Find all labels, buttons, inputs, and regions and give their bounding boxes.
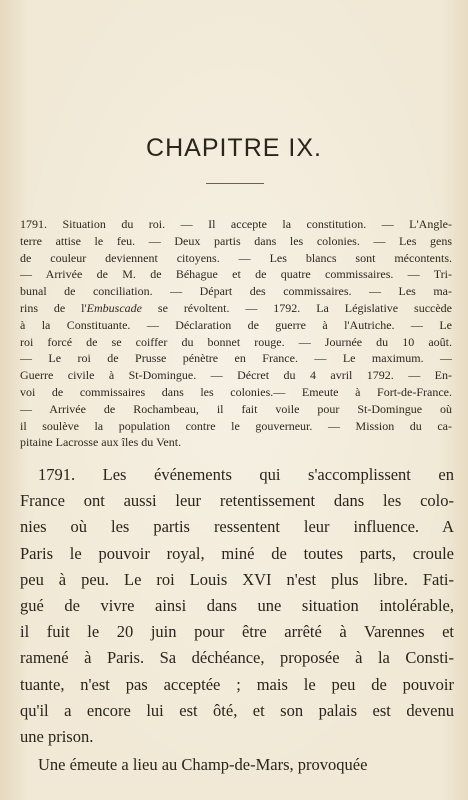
body-line: peu à peu. Le roi Louis XVI n'est plus libre. Fati- [20,569,454,589]
title-divider [206,183,264,184]
summary-line: Guerre civile à St-Domingue. — Décret du 4 avril 1792. — En- [20,368,452,383]
summary-line: — Arrivée de M. de Béhague et de quatre commissaires. — Tri- [20,267,452,282]
body-line: Une émeute a lieu au Champ-de-Mars, provoquée [38,755,368,775]
body-line: Paris le pouvoir royal, miné de toutes parts, croule [20,543,454,563]
summary-line: pitaine Lacrosse aux îles du Vent. [20,435,182,450]
body-line: gué de vivre ainsi dans une situation intolérable, [20,596,454,616]
body-line: tuante, n'est pas acceptée ; mais le peu de pouvoir [20,674,454,694]
summary-line: à la Constituante. — Déclaration de guerre à l'Autriche. — Le [20,317,452,332]
summary-line: 1791. Situation du roi. — Il accepte la constitution. — L'Angle- [20,217,452,231]
summary-line: terre attise le feu. — Deux partis dans les colonies. — Les gens [20,233,452,248]
ship-name: Embuscade [86,300,142,315]
chapter-title: CHAPITRE IX. [146,134,322,162]
summary-line: voi de commissaires dans les colonies.— Emeute à Fort-de-France. [20,384,452,399]
body-line: une prison. [20,727,94,747]
summary-line: roi forcé de se coiffer du bonnet rouge. — Journée du 10 août. [20,334,452,349]
body-line: il fuit le 20 juin pour être arrêté à Varennes et [20,622,454,642]
summary-line: bunal de conciliation. — Départ des commissaires. — Les ma- [20,284,452,299]
summary-line: — Arrivée de Rochambeau, il fait voile pour St-Domingue où [20,401,452,416]
chapter-body [20,462,454,778]
summary-line: de couleur deviennent citoyens. — Les blancs sont mécontents. [20,250,452,265]
chapter-summary [20,216,452,451]
body-line: 1791. Les événements qui s'accomplissent en [38,465,454,484]
body-line: France ont aussi leur retentissement dans les colo- [20,491,454,511]
summary-line: rins de l'Embuscade se révoltent. — 1792. La Législative succède [20,300,452,315]
summary-line: il soulève la population contre le gouverneur. — Mission du ca- [20,418,452,433]
summary-line: — Le roi de Prusse pénètre en France. — Le maximum. — [20,351,452,366]
body-line: qu'il a encore lui est ôté, et son palais est devenu [20,700,454,720]
body-line: ramené à Paris. Sa déchéance, proposée à la Consti- [20,648,454,668]
body-line: nies où les partis ressentent leur influence. A [20,517,454,537]
